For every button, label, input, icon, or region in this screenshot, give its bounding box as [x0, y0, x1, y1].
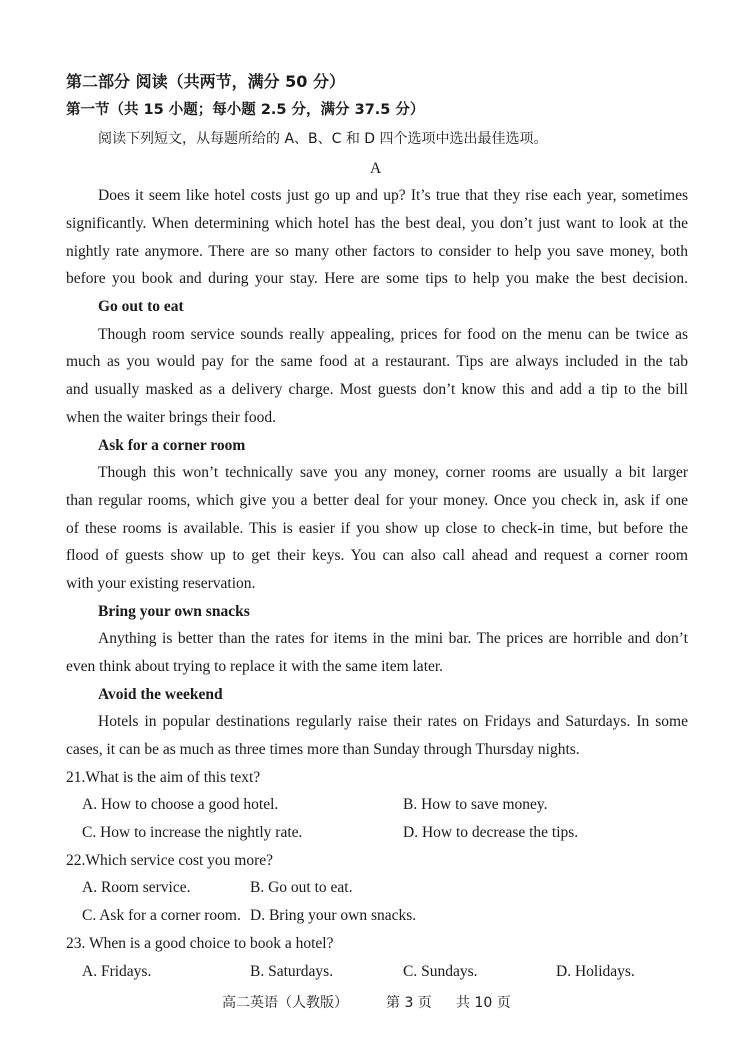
footer-page-number: 第 3 页: [386, 995, 432, 1011]
tip-heading: Ask for a corner room: [98, 437, 246, 454]
instruction-text: 阅读下列短文，从每题所给的 A、B、C 和 D 四个选项中选出最佳选项。: [98, 131, 548, 147]
tip-heading: Bring your own snacks: [98, 603, 250, 620]
answer-option: B. Saturdays.: [250, 963, 334, 980]
question-stem: 23. When is a good choice to book a hotel?: [66, 935, 334, 952]
paragraph-line: than regular rooms, which give you a better deal for your money. Once you check in, ask if one: [66, 492, 688, 509]
paragraph-line: Hotels in popular destinations regularly raise their rates on Fridays and Saturdays. In some: [98, 713, 688, 730]
tip-heading: Go out to eat: [98, 298, 184, 315]
answer-option: C. How to increase the nightly rate.: [82, 824, 303, 841]
answer-option: B. Go out to eat.: [250, 879, 353, 896]
paragraph-line: nightly rate anymore. There are so many other factors to consider to help you save money, both: [66, 243, 688, 260]
paragraph-line: with your existing reservation.: [66, 575, 256, 592]
subsection-title: 第一节（共 15 小题；每小题 2.5 分，满分 37.5 分）: [66, 102, 425, 118]
answer-option: C. Ask for a corner room.: [82, 907, 241, 924]
passage-label: A: [370, 160, 382, 177]
paragraph-line: flood of guests show up to get their keys. You can also call ahead and request a corner room: [66, 547, 688, 564]
footer-subject: 高二英语（人教版）: [222, 995, 348, 1011]
answer-option: A. Room service.: [82, 879, 191, 896]
paragraph-line: before you book and during your stay. Here are some tips to help you make the best decision.: [66, 270, 688, 287]
answer-option: A. Fridays.: [82, 963, 152, 980]
answer-option: D. How to decrease the tips.: [403, 824, 579, 841]
paragraph-line: Anything is better than the rates for items in the mini bar. The prices are horrible and don’t: [98, 630, 688, 647]
answer-option: C. Sundays.: [403, 963, 478, 980]
paragraph-line: Though room service sounds really appealing, prices for food on the menu can be twice as: [98, 326, 688, 343]
tip-heading: Avoid the weekend: [98, 686, 223, 703]
question-stem: 21.What is the aim of this text?: [66, 769, 261, 786]
paragraph-line: even think about trying to replace it with the same item later.: [66, 658, 444, 675]
answer-option: D. Holidays.: [556, 963, 635, 980]
answer-option: D. Bring your own snacks.: [250, 907, 417, 924]
answer-option: A. How to choose a good hotel.: [82, 796, 279, 813]
paragraph-line: significantly. When determining which hotel has the best deal, you don’t just want to look at the: [66, 215, 688, 232]
paragraph-line: Though this won’t technically save you any money, corner rooms are usually a bit larger: [98, 464, 688, 481]
question-stem: 22.Which service cost you more?: [66, 852, 274, 869]
paragraph-line: of these rooms is available. This is easier if you show up close to check-in time, but before the: [66, 520, 688, 537]
answer-option: B. How to save money.: [403, 796, 548, 813]
footer-total-pages: 共 10 页: [456, 995, 511, 1011]
paragraph-line: and usually masked as a delivery charge. Most guests don’t know this and add a tip to the bill: [66, 381, 688, 398]
paragraph-line: cases, it can be as much as three times more than Sunday through Thursday nights.: [66, 741, 580, 758]
paragraph-line: much as you would pay for the same food at a restaurant. Tips are always included in the tab: [66, 353, 688, 370]
paragraph-line: Does it seem like hotel costs just go up and up? It’s true that they rise each year, sometimes: [98, 187, 688, 204]
paragraph-line: when the waiter brings their food.: [66, 409, 277, 426]
part-title: 第二部分 阅读（共两节，满分 50 分）: [66, 72, 345, 91]
